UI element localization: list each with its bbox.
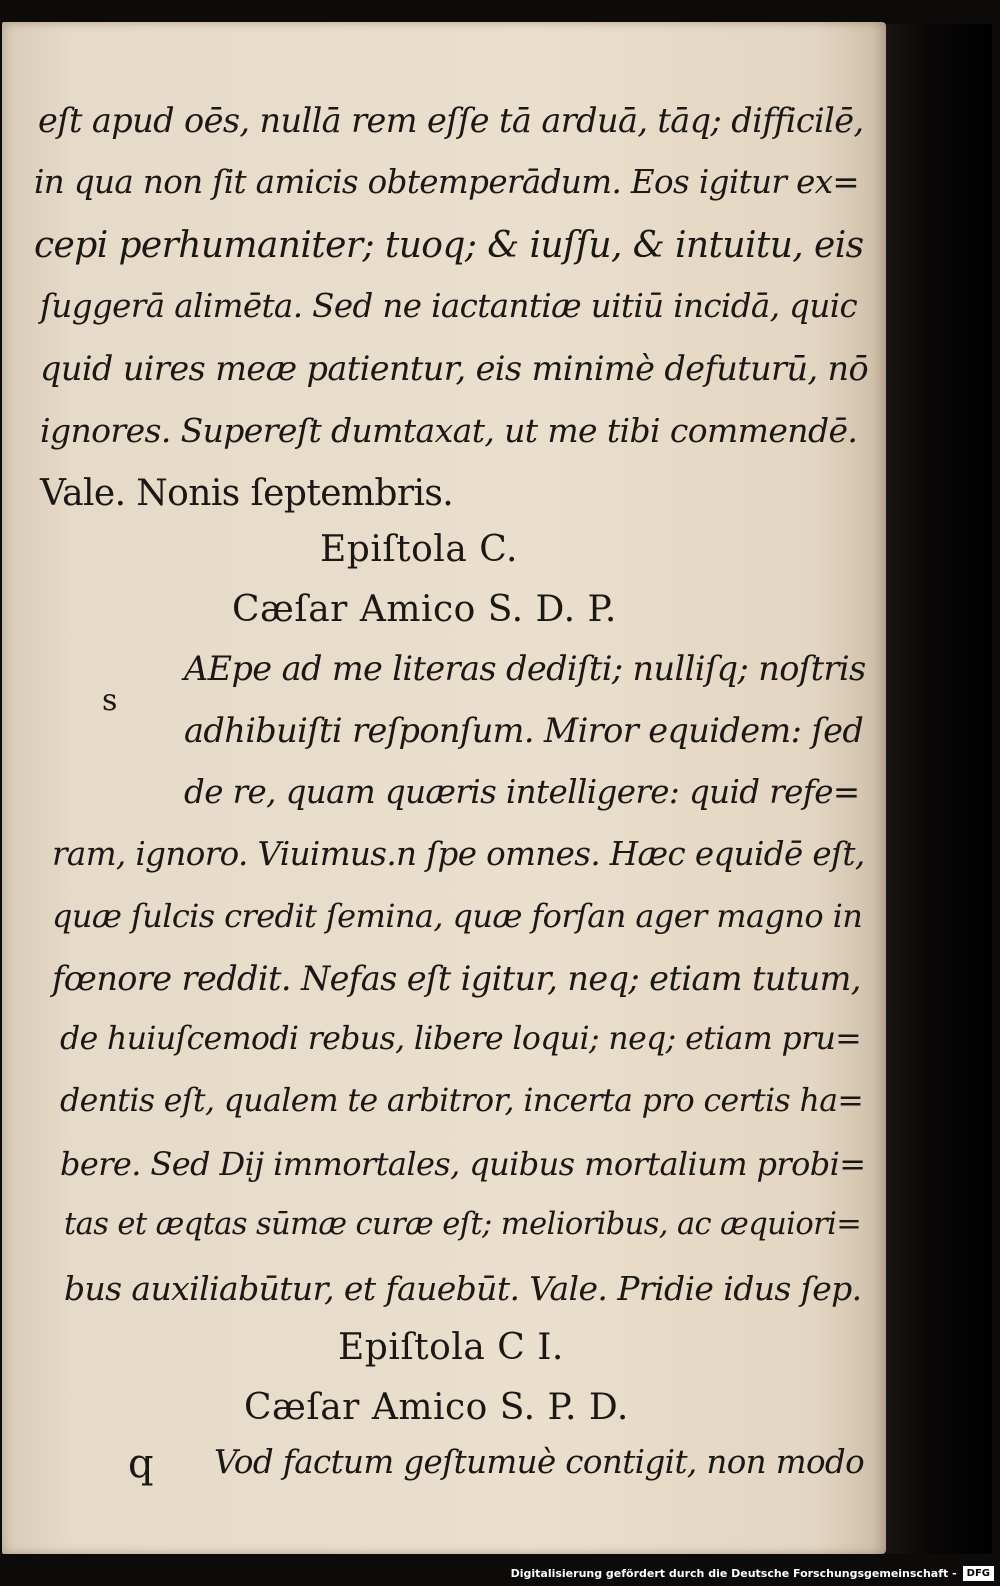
text-line-3: cepi perhumaniter; tuoq; & iuſſu, & intuitu, eis [34, 225, 864, 266]
text-line-5: quid uires meæ patientur, eis minimè defuturū, nō [40, 349, 869, 388]
epistle-c-line-7: de huiuſcemodi rebus, libere loqui; neq; etiam pru= [60, 1021, 862, 1057]
text-line-6: ignores. Supereſt dumtaxat, ut me tibi commendē. [40, 411, 858, 450]
credit-text: Digitalisierung gefördert durch die Deutsche Forschungsgemeinschaft - [510, 1566, 957, 1580]
epistle-c-heading: Epiſtola C. [320, 529, 518, 570]
dfg-logo: DFG [963, 1566, 994, 1581]
epistle-ci-salutation: Cæſar Amico S. P. D. [244, 1387, 629, 1428]
digitization-credit [511, 1562, 994, 1584]
epistle-c-line-3: de re, quam quæris intelligere: quid refe= [184, 773, 860, 811]
epistle-c-margin-letter: s [102, 683, 118, 718]
text-line-1: eſt apud oēs, nullā rem eſſe tā arduā, tāq; difficilē, [38, 101, 864, 140]
book-page [2, 22, 886, 1554]
epistle-c-line-2: adhibuiſti reſponſum. Miror equidem: ſed [184, 711, 864, 750]
text-line-7: Vale. Nonis ſeptembris. [40, 473, 454, 514]
page-text-block [2, 22, 886, 1554]
epistle-ci-line-1: Vod factum geſtumuè contigit, non modo [214, 1443, 865, 1481]
epistle-c-line-9: bere. Sed Dij immortales, quibus mortalium probi= [60, 1145, 866, 1183]
epistle-c-line-1: AEpe ad me literas dediſti; nulliſq; noſtris [184, 649, 866, 688]
epistle-c-salutation: Cæſar Amico S. D. P. [232, 589, 617, 630]
epistle-c-line-4: ram, ignoro. Viuimus.n ſpe omnes. Hæc equidē eſt, [52, 835, 865, 873]
book-spine-shadow [886, 24, 992, 1554]
epistle-c-line-10: tas et æqtas sūmæ curæ eſt; melioribus, ac æquiori= [64, 1207, 862, 1242]
epistle-ci-heading: Epiſtola C I. [338, 1327, 564, 1368]
epistle-c-line-11: bus auxiliabūtur, et fauebūt. Vale. Pridie idus ſep. [64, 1269, 862, 1308]
epistle-c-line-8: dentis eſt, qualem te arbitror, incerta pro certis ha= [60, 1083, 864, 1119]
epistle-c-line-6: fœnore reddit. Nefas eſt igitur, neq; etiam tutum, [52, 959, 861, 998]
text-line-4: ſuggerā alimēta. Sed ne iactantiæ uitiū incidā, quic [40, 287, 858, 325]
epistle-ci-margin-letter: q [128, 1441, 154, 1487]
text-line-2: in qua non ſit amicis obtemperādum. Eos igitur ex= [34, 163, 860, 201]
epistle-c-line-5: quæ ſulcis credit ſemina, quæ forſan ager magno in [52, 897, 863, 935]
